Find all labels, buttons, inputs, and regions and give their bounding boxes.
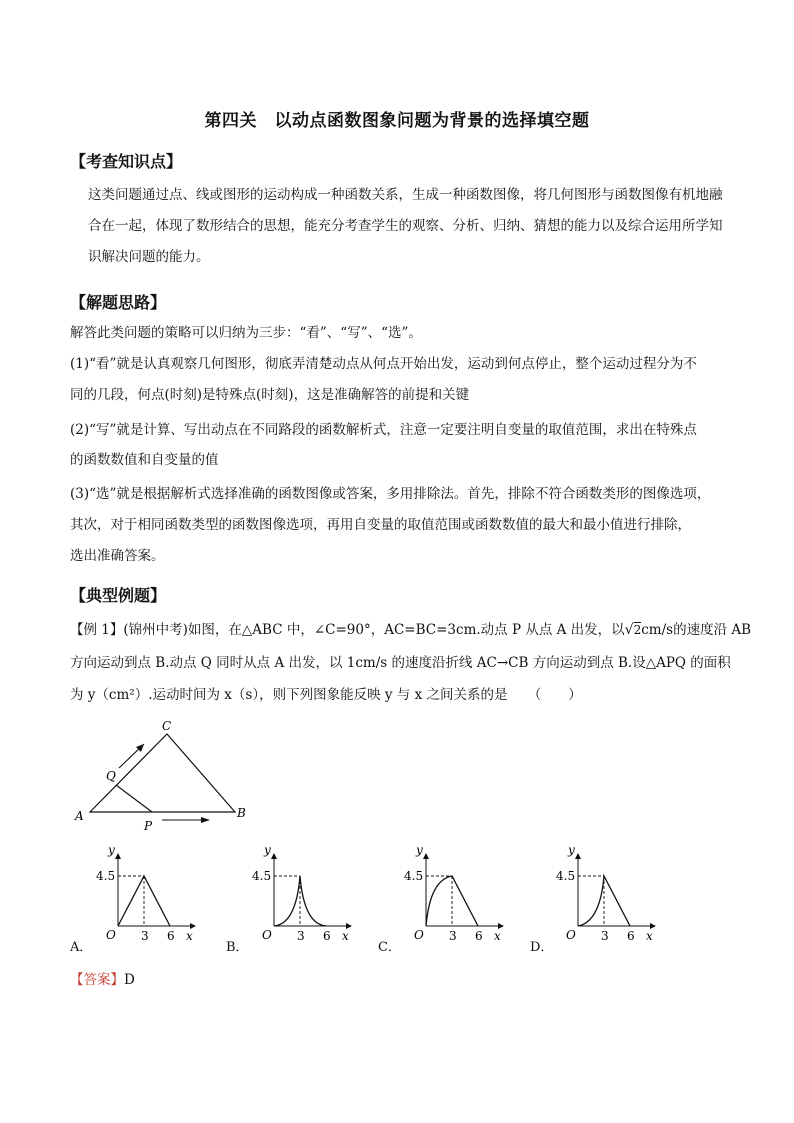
y-axis-arrow (423, 853, 429, 859)
x2-label: 6 (167, 929, 175, 942)
example1-line3: 为 y（cm²）.运动时间为 x（s），则下列图象能反映 y 与 x 之间关系的是 （ ） (70, 687, 582, 703)
y-label: y (568, 843, 575, 857)
option-c-graph (404, 842, 514, 942)
approach-step3-line2: 其次，对于相同函数类型的函数图像选项，再用自变量的取值范围或函数数值的最大和最小值进行排除， (70, 517, 691, 533)
y-label: y (108, 843, 115, 857)
approach-step3-line3: 选出准确答案。 (70, 548, 165, 564)
label-q: Q (106, 769, 116, 783)
ymax-label: 4.5 (404, 869, 424, 883)
x1-label: 3 (449, 929, 457, 942)
option-b-label: B． (226, 940, 249, 955)
example1-text-b: cm/s的速度沿 AB (641, 622, 752, 638)
approach-intro: 解答此类问题的策略可以归纳为三步：“看”、“写”、“选”。 (70, 325, 422, 341)
y-axis-arrow (575, 853, 581, 859)
y-label: y (416, 843, 423, 857)
arrow-p-head (201, 817, 210, 823)
y-axis-arrow (115, 853, 121, 859)
x-label: x (342, 929, 349, 942)
option-b-graph (252, 842, 362, 942)
answer-tag: 【答案】 (70, 972, 124, 988)
sqrt-radicand: 2 (633, 623, 642, 637)
approach-step2-line2: 的函数数值和自变量的值 (70, 452, 219, 468)
option-d-label: D． (530, 940, 554, 955)
x-label: x (186, 929, 193, 942)
option-a-label: A． (70, 940, 93, 955)
examples-heading: 【典型例题】 (70, 586, 167, 605)
answer-line (70, 968, 135, 988)
label-a: A (75, 809, 84, 823)
sqrt-symbol: √ (624, 622, 634, 638)
x2-label: 6 (475, 929, 483, 942)
x1-label: 3 (141, 929, 149, 942)
page-title: 第四关 以动点函数图象问题为背景的选择填空题 (204, 111, 590, 131)
ymax-label: 4.5 (96, 869, 116, 883)
knowledge-heading: 【考查知识点】 (70, 152, 183, 171)
ymax-label: 4.5 (252, 869, 272, 883)
segment-qp (116, 785, 152, 812)
x2-label: 6 (627, 929, 635, 942)
answer-value: D (124, 972, 135, 988)
approach-step3-line1: (3)“选”就是根据解析式选择准确的函数图像或答案，多用排除法。首先，排除不符合函数类形的图像选项， (70, 486, 711, 502)
example1-text-a: 【例 1】(锦州中考)如图，在△ABC 中，∠C=90°，AC=BC=3cm.动点 P 从点 A 出发，以 (70, 622, 625, 638)
label-p: P (144, 819, 153, 832)
origin-label: O (566, 928, 576, 942)
y-axis-arrow (271, 853, 277, 859)
example1-line2: 方向运动到点 B.动点 Q 同时从点 A 出发，以 1cm/s 的速度沿折线 AC→CB 方向运动到点 B.设△APQ 的面积 (70, 655, 731, 671)
approach-step1-line2: 同的几段，何点(时刻)是特殊点(时刻)，这是准确解答的前提和关键 (70, 387, 470, 403)
knowledge-paragraph: 这类问题通过点、线或图形的运动构成一种函数关系，生成一种函数图像，将几何图形与函数图像有机地融合在一起，体现了数形结合的思想，能充分考查学生的观察、分析、归纳、猜想的能力以及综合运用所学知识解决问题的能力。 (88, 187, 723, 265)
origin-label: O (262, 928, 272, 942)
x-label: x (646, 929, 653, 942)
label-c: C (162, 719, 172, 733)
approach-heading: 【解题思路】 (70, 293, 167, 312)
triangle-figure (70, 712, 270, 832)
option-a-graph (96, 842, 206, 942)
option-d-graph (556, 842, 666, 942)
x-label: x (494, 929, 501, 942)
y-label: y (264, 843, 271, 857)
x1-label: 3 (601, 929, 609, 942)
origin-label: O (414, 928, 424, 942)
origin-label: O (106, 928, 116, 942)
approach-step1-line1: (1)“看”就是认真观察几何图形，彻底弄清楚动点从何点开始出发，运动到何点停止，整个运动过程分为不 (70, 356, 697, 372)
x2-label: 6 (323, 929, 331, 942)
example1-line1 (70, 619, 752, 641)
label-b: B (237, 806, 246, 820)
ymax-label: 4.5 (556, 869, 576, 883)
option-c-label: C． (378, 940, 401, 955)
approach-step2-line1: (2)“写”就是计算、写出动点在不同路段的函数解析式，注意一定要注明自变量的取值范围，求出在特殊点 (70, 422, 697, 438)
x1-label: 3 (297, 929, 305, 942)
